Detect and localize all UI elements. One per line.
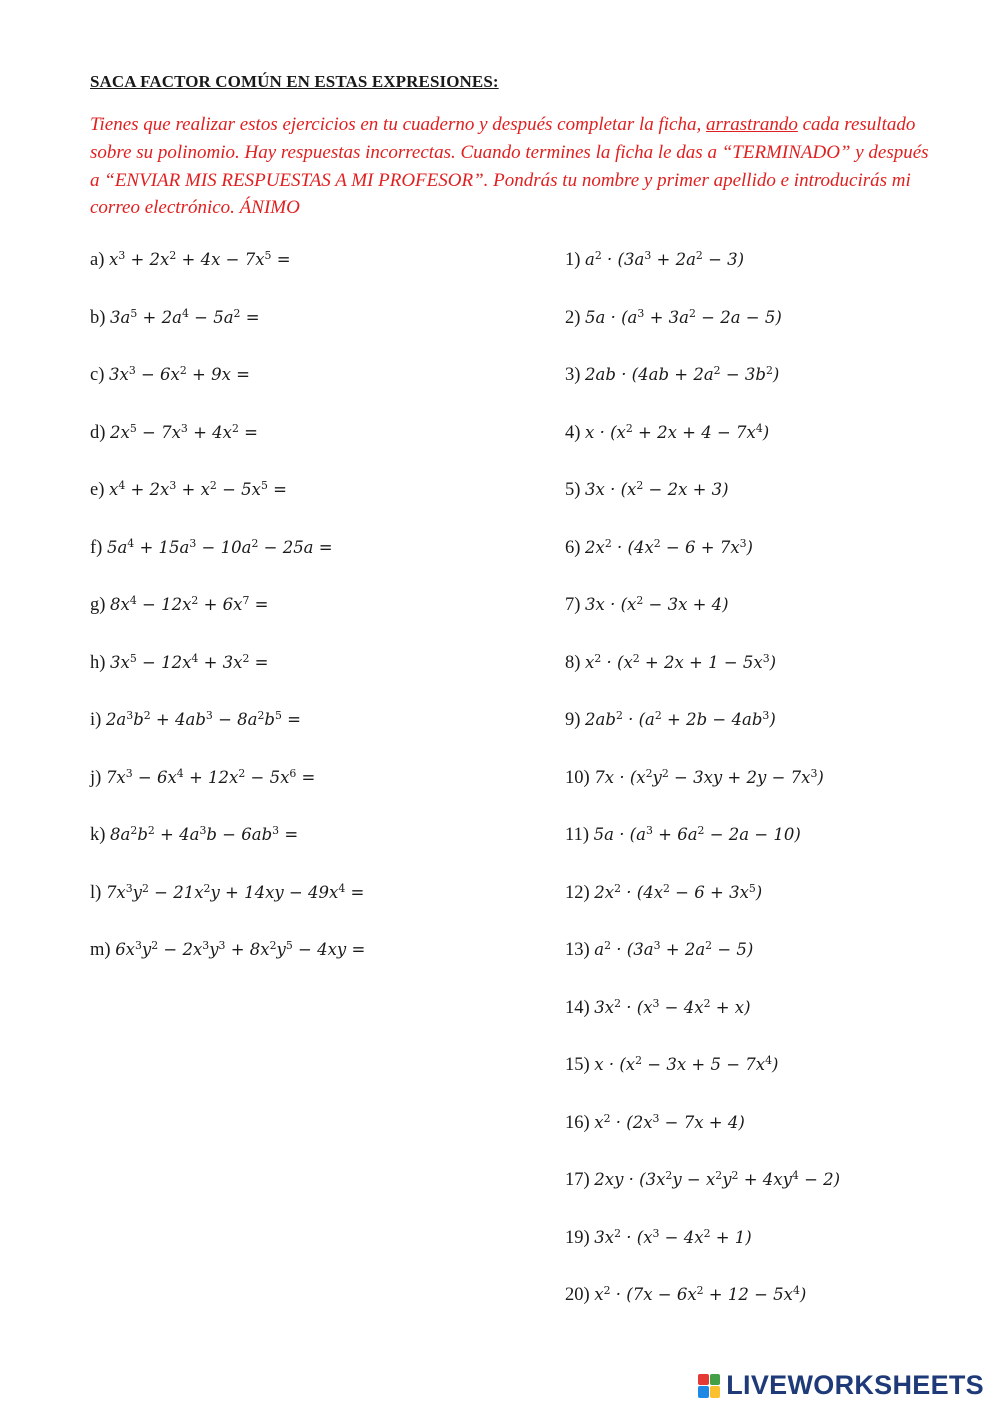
- exercise-label: h): [90, 652, 111, 673]
- answer-label: 20): [565, 1285, 595, 1305]
- exercise-item: [90, 595, 365, 653]
- exercise-item: [90, 480, 365, 538]
- answer-item: [565, 365, 840, 423]
- answer-expression: $5a \cdot (a^3 + 3a^2 - 2a - 5)$: [585, 306, 782, 327]
- answer-expression: $a^2 \cdot (3a^3 + 2a^2 - 5)$: [594, 939, 754, 959]
- answer-item: [565, 883, 840, 941]
- logo-square: [698, 1386, 709, 1398]
- exercises-list: [90, 250, 365, 998]
- answer-label: 14): [565, 997, 595, 1018]
- exercise-label: g): [90, 595, 111, 615]
- answer-label: 9): [565, 710, 586, 730]
- answer-label: 10): [565, 767, 595, 788]
- answer-item: [565, 538, 840, 596]
- instructions-underlined-word: arrastrando: [705, 114, 798, 135]
- answer-label: 4): [565, 422, 586, 443]
- answer-expression: $x^2 \cdot (7x - 6x^2 + 12 - 5x^4)$: [594, 1284, 807, 1304]
- answer-item: [565, 710, 840, 768]
- exercise-expression: $x^3 + 2x^2 + 4x - 7x^5$ =: [109, 249, 291, 269]
- answer-label: 7): [565, 595, 586, 615]
- exercise-item: [90, 653, 365, 711]
- answer-label: 19): [565, 1227, 595, 1248]
- answer-item: [565, 825, 840, 883]
- exercise-label: e): [90, 480, 109, 500]
- liveworksheets-logo-icon: [698, 1374, 720, 1398]
- answer-label: 1): [565, 250, 586, 270]
- exercise-label: i): [90, 710, 106, 730]
- answer-label: 3): [565, 365, 586, 385]
- exercise-expression: $2a^3b^2 + 4ab^3 - 8a^2b^5$ =: [105, 709, 301, 729]
- answer-label: 12): [565, 882, 595, 903]
- answer-item: [565, 1055, 840, 1113]
- answer-label: 6): [565, 537, 586, 558]
- answer-item: [565, 1113, 840, 1171]
- worksheet-title: SACA FACTOR COMÚN EN ESTAS EXPRESIONES:: [90, 72, 499, 91]
- answer-expression: $3x^2 \cdot (x^3 - 4x^2 + 1)$: [594, 1226, 752, 1247]
- exercise-expression: $6x^3y^2 - 2x^3y^3 + 8x^2y^5 - 4xy$ =: [115, 939, 366, 959]
- exercise-label: b): [90, 307, 111, 328]
- exercise-item: [90, 365, 365, 423]
- answers-list: [565, 250, 840, 1343]
- exercise-item: [90, 940, 365, 998]
- exercise-item: [90, 423, 365, 481]
- logo-square: [710, 1374, 721, 1386]
- answer-expression: $2ab^2 \cdot (a^2 + 2b - 4ab^3)$: [585, 709, 776, 729]
- answer-item: [565, 653, 840, 711]
- exercise-item: [90, 710, 365, 768]
- exercise-item: [90, 250, 365, 308]
- answer-item: [565, 308, 840, 366]
- exercise-label: k): [90, 825, 111, 845]
- answer-expression: $3x^2 \cdot (x^3 - 4x^2 + x)$: [594, 996, 751, 1017]
- exercise-item: [90, 883, 365, 941]
- answer-item: [565, 940, 840, 998]
- exercise-label: f): [90, 537, 107, 558]
- brand-text: LIVEWORKSHEETS: [726, 1370, 984, 1400]
- exercise-expression: $x^4 + 2x^3 + x^2 - 5x^5$ =: [109, 479, 287, 499]
- instructions: [90, 111, 930, 222]
- answer-expression: $a^2 \cdot (3a^3 + 2a^2 - 3)$: [585, 249, 745, 269]
- exercise-item: [90, 768, 365, 826]
- instructions-text-part2: cada resultado sobre su polinomio. Hay respuestas incorrectas. Cuando termines la ficha le das a “TERMINADO” y después a “ENVIAR MIS RESPUESTAS A MI PROFESOR”. Pondrás tu nombre y primer apellido e introducirás mi correo electrónico. ÁNIMO: [90, 114, 929, 219]
- answer-item: [565, 1285, 840, 1343]
- answer-expression: $x \cdot (x^2 + 2x + 4 - 7x^4)$: [585, 421, 770, 442]
- answer-label: 2): [565, 307, 586, 328]
- answer-item: [565, 595, 840, 653]
- answer-label: 5): [565, 480, 586, 500]
- exercise-label: d): [90, 422, 111, 443]
- exercise-expression: $8x^4 - 12x^2 + 6x^7$ =: [110, 594, 269, 614]
- answer-label: 8): [565, 652, 586, 673]
- answer-item: [565, 768, 840, 826]
- answer-expression: $2x^2 \cdot (4x^2 - 6 + 7x^3)$: [585, 536, 753, 557]
- answer-label: 11): [565, 825, 594, 845]
- exercise-item: [90, 308, 365, 366]
- answer-label: 17): [565, 1170, 595, 1190]
- exercise-label: c): [90, 365, 109, 385]
- answer-expression: $x^2 \cdot (x^2 + 2x + 1 - 5x^3)$: [585, 651, 777, 672]
- answer-item: [565, 998, 840, 1056]
- answer-label: 13): [565, 940, 595, 960]
- exercise-expression: $5a^4 + 15a^3 - 10a^2 - 25a$ =: [106, 536, 333, 557]
- answer-expression: $x^2 \cdot (2x^3 - 7x + 4)$: [594, 1111, 745, 1132]
- exercise-item: [90, 825, 365, 883]
- exercise-expression: $3x^3 - 6x^2 + 9x$ =: [109, 364, 250, 384]
- answer-item: [565, 480, 840, 538]
- answer-label: 15): [565, 1055, 595, 1075]
- answer-item: [565, 250, 840, 308]
- exercise-label: l): [90, 882, 106, 903]
- exercise-expression: $2x^5 - 7x^3 + 4x^2$ =: [110, 421, 258, 442]
- answer-item: [565, 423, 840, 481]
- answer-expression: $3x \cdot (x^2 - 3x + 4)$: [585, 594, 729, 614]
- exercise-expression: $8a^2b^2 + 4a^3b - 6ab^3$ =: [110, 824, 299, 844]
- exercise-label: j): [90, 767, 106, 788]
- liveworksheets-brand: [698, 1370, 984, 1401]
- answer-expression: $x \cdot (x^2 - 3x + 5 - 7x^4)$: [594, 1054, 779, 1074]
- answer-label: 16): [565, 1112, 595, 1133]
- answer-expression: $2x^2 \cdot (4x^2 - 6 + 3x^5)$: [594, 881, 763, 902]
- answer-item: [565, 1228, 840, 1286]
- instructions-text-part1: Tienes que realizar estos ejercicios en tu cuaderno y después completar la ficha,: [90, 114, 706, 135]
- answer-item: [565, 1170, 840, 1228]
- logo-square: [698, 1374, 709, 1386]
- answer-expression: $5a \cdot (a^3 + 6a^2 - 2a - 10)$: [593, 824, 801, 844]
- exercise-expression: $3a^5 + 2a^4 - 5a^2$ =: [110, 306, 260, 327]
- exercise-label: a): [90, 250, 109, 270]
- answer-expression: $2ab \cdot (4ab + 2a^2 - 3b^2)$: [585, 364, 780, 384]
- exercise-label: m): [90, 940, 116, 960]
- answer-expression: $7x \cdot (x^2y^2 - 3xy + 2y - 7x^3)$: [594, 766, 824, 787]
- exercise-expression: $3x^5 - 12x^4 + 3x^2$ =: [110, 651, 269, 672]
- answer-expression: $2xy \cdot (3x^2y - x^2y^2 + 4xy^4 - 2)$: [594, 1169, 841, 1189]
- exercise-expression: $7x^3 - 6x^4 + 12x^2 - 5x^6$ =: [105, 766, 316, 787]
- logo-square: [710, 1386, 721, 1398]
- exercise-item: [90, 538, 365, 596]
- answer-expression: $3x \cdot (x^2 - 2x + 3)$: [585, 479, 729, 499]
- exercise-expression: $7x^3y^2 - 21x^2y + 14xy - 49x^4$ =: [105, 881, 365, 902]
